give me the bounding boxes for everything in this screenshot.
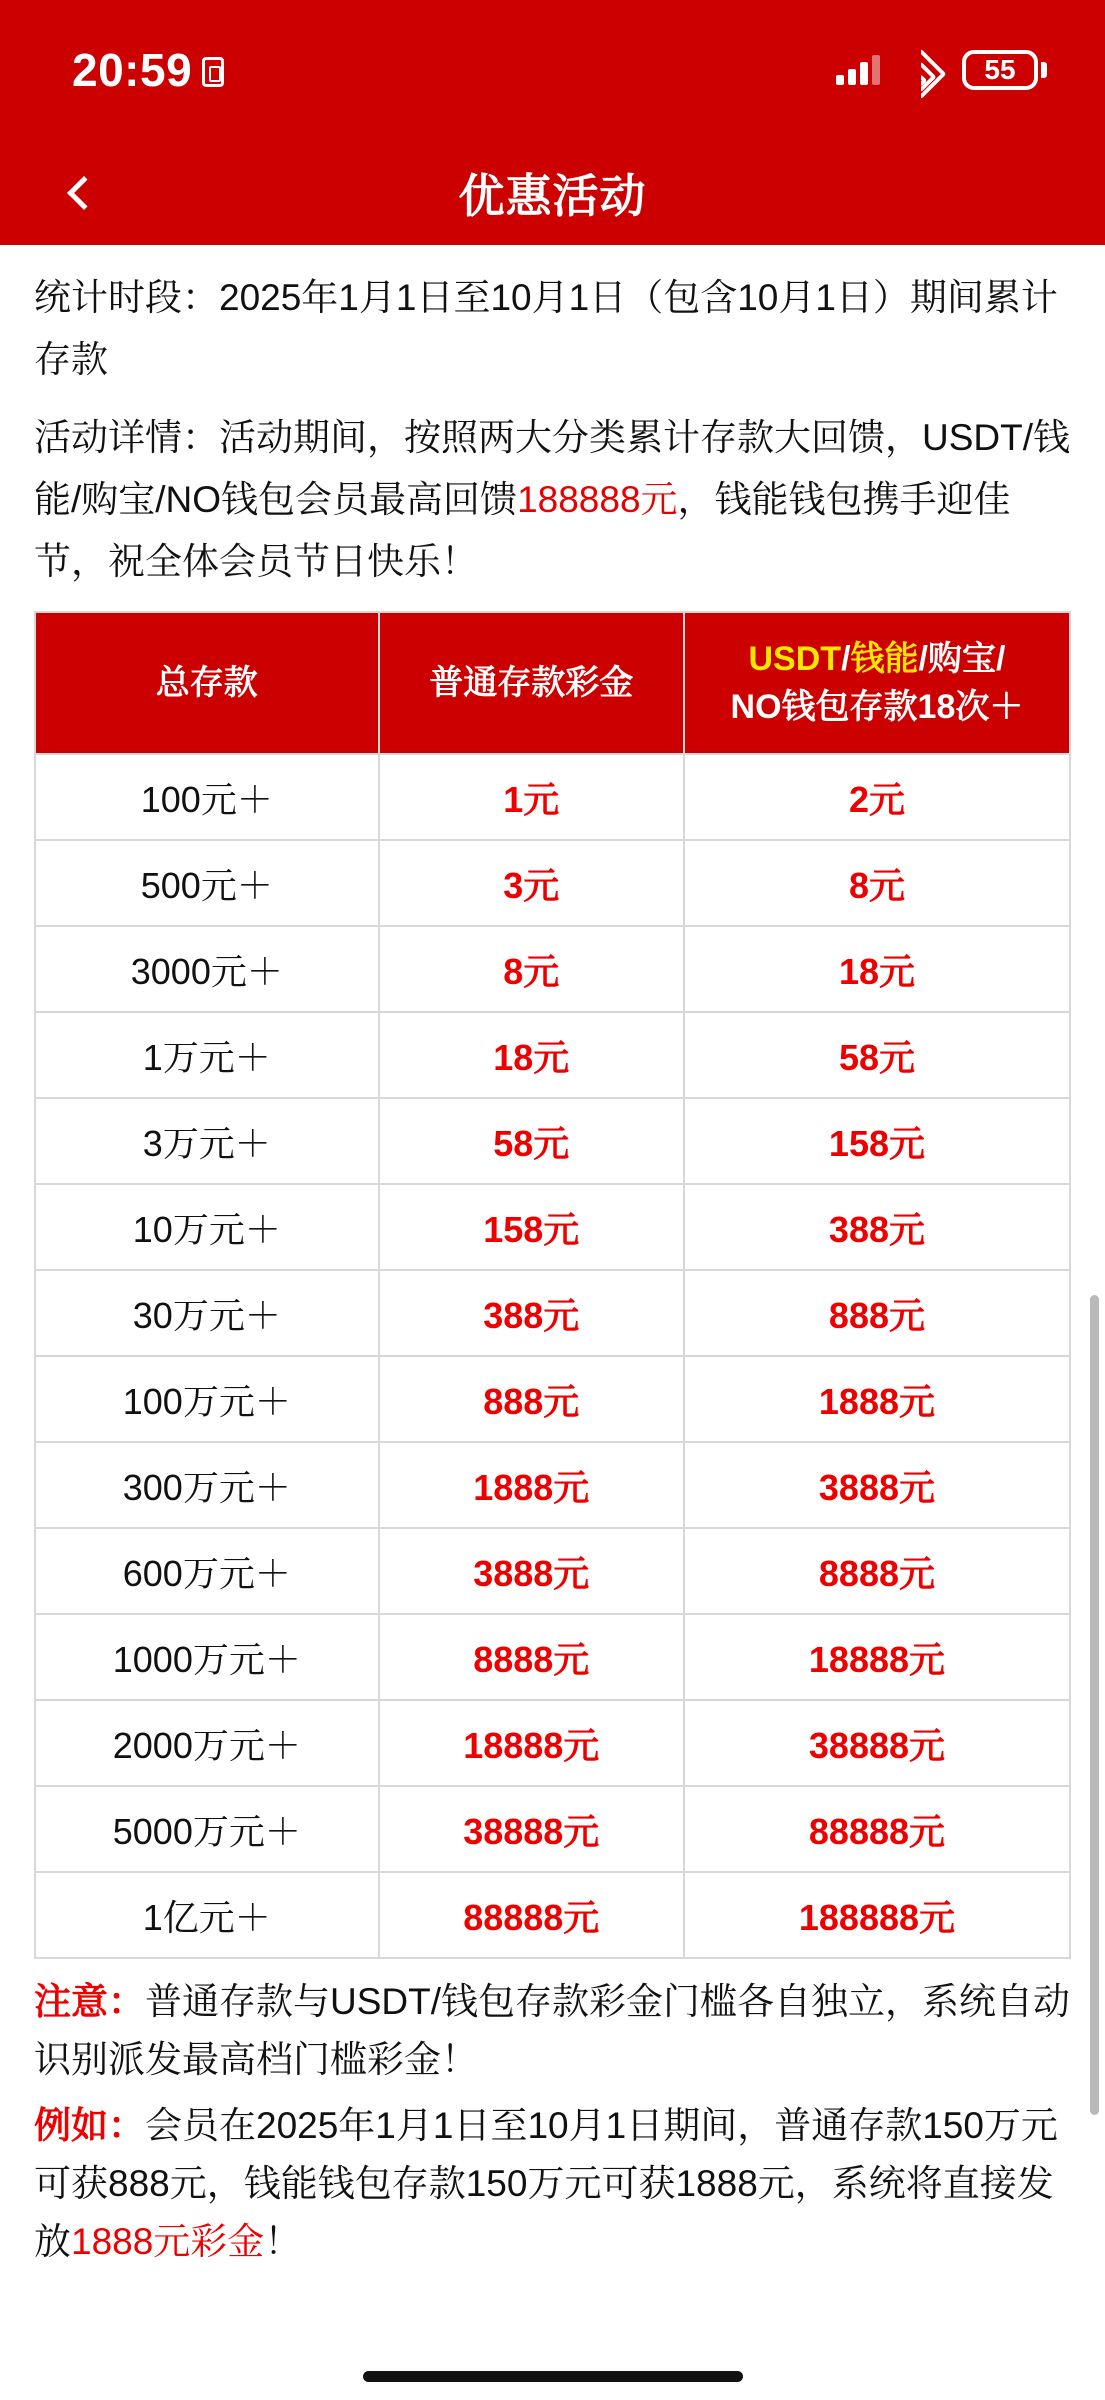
attention-label: 注意： [34,1981,145,2022]
table-row [35,1098,1070,1184]
header-qianneng-text: 钱能 [850,640,919,678]
activity-detail-text-2: ，钱能钱包携手迎佳节，祝全体会员节日快乐！ [34,479,1011,582]
table-row [35,1872,1070,1958]
activity-detail-label: 活动详情： [34,417,219,458]
vertical-scrollbar[interactable] [1090,1295,1099,2115]
cell-total-deposit: 3万元＋ [35,1098,379,1184]
cell-normal-bonus: 3元 [379,840,684,926]
cell-normal-bonus: 8888元 [379,1614,684,1700]
status-bar [0,0,1105,140]
battery-icon [962,50,1047,90]
attention-text: 普通存款与USDT/钱包存款彩金门槛各自独立，系统自动识别派发最高档门槛彩金！ [34,1981,1070,2080]
cell-usdt-bonus: 2元 [684,754,1070,840]
example-note [34,2097,1071,2271]
cell-total-deposit: 1000万元＋ [35,1614,379,1700]
bonus-table-body [35,754,1070,1958]
table-row [35,840,1070,926]
table-row [35,1184,1070,1270]
status-bar-right [836,50,1047,90]
table-header-total-deposit: 总存款 [35,612,379,754]
lock-icon [202,57,224,87]
cell-normal-bonus: 18元 [379,1012,684,1098]
table-header-usdt-bonus [684,612,1070,754]
cell-total-deposit: 100元＋ [35,754,379,840]
cell-usdt-bonus: 8元 [684,840,1070,926]
cell-usdt-bonus: 18元 [684,926,1070,1012]
header-sep-1: / [841,640,851,678]
cell-normal-bonus: 3888元 [379,1528,684,1614]
cell-usdt-bonus: 158元 [684,1098,1070,1184]
example-text-2: ！ [264,2221,302,2262]
stats-period-label: 统计时段： [34,277,219,318]
table-header-normal-bonus: 普通存款彩金 [379,612,684,754]
stats-period-paragraph [34,267,1071,391]
cell-normal-bonus: 888元 [379,1356,684,1442]
table-row [35,1012,1070,1098]
example-highlight: 1888元彩金 [71,2221,265,2262]
wifi-icon [900,54,942,86]
cell-total-deposit: 500元＋ [35,840,379,926]
cell-usdt-bonus: 1888元 [684,1356,1070,1442]
stats-period-text: 2025年1月1日至10月1日（包含10月1日）期间累计存款 [34,277,1058,380]
table-row [35,1442,1070,1528]
bonus-table [34,611,1071,1959]
cell-usdt-bonus: 8888元 [684,1528,1070,1614]
table-row [35,1786,1070,1872]
header-nowallet-text: NO钱包存款18次＋ [730,688,1024,726]
example-label: 例如： [34,2105,145,2146]
table-row [35,1614,1070,1700]
page-title: 优惠活动 [458,169,647,222]
cell-total-deposit: 2000万元＋ [35,1700,379,1786]
cell-normal-bonus: 388元 [379,1270,684,1356]
cell-total-deposit: 10万元＋ [35,1184,379,1270]
cell-usdt-bonus: 18888元 [684,1614,1070,1700]
table-row [35,926,1070,1012]
cell-usdt-bonus: 388元 [684,1184,1070,1270]
cell-normal-bonus: 158元 [379,1184,684,1270]
cell-total-deposit: 30万元＋ [35,1270,379,1356]
cell-normal-bonus: 58元 [379,1098,684,1184]
cell-total-deposit: 600万元＋ [35,1528,379,1614]
cell-normal-bonus: 1元 [379,754,684,840]
cell-usdt-bonus: 38888元 [684,1700,1070,1786]
back-button[interactable] [50,163,110,223]
cell-normal-bonus: 18888元 [379,1700,684,1786]
table-row [35,1270,1070,1356]
table-row [35,754,1070,840]
app-header [0,140,1105,245]
cell-total-deposit: 300万元＋ [35,1442,379,1528]
cell-usdt-bonus: 3888元 [684,1442,1070,1528]
table-row [35,1356,1070,1442]
activity-detail-text-1: 活动期间，按照两大分类累计存款大回馈，USDT/钱能/购宝/NO钱包会员最高回馈 [34,417,1070,520]
table-row [35,1700,1070,1786]
cellular-signal-icon [836,55,880,85]
table-row [35,1528,1070,1614]
cell-total-deposit: 3000元＋ [35,926,379,1012]
example-text-1: 会员在2025年1月1日至10月1日期间，普通存款150万元可获888元，钱能钱包存款150万元可获1888元，系统将直接发放 [34,2105,1058,2262]
cell-usdt-bonus: 888元 [684,1270,1070,1356]
promo-content [0,245,1105,2400]
cell-normal-bonus: 8元 [379,926,684,1012]
cell-total-deposit: 1亿元＋ [35,1872,379,1958]
cell-usdt-bonus: 58元 [684,1012,1070,1098]
cell-total-deposit: 1万元＋ [35,1012,379,1098]
header-usdt-text: USDT [748,640,842,678]
header-gobao-text: /购宝/ [918,640,1006,678]
cell-normal-bonus: 88888元 [379,1872,684,1958]
back-chevron-icon [67,176,101,210]
status-bar-left [72,43,224,97]
home-indicator[interactable] [363,2371,743,2382]
cell-usdt-bonus: 88888元 [684,1786,1070,1872]
battery-level-label: 55 [962,50,1038,90]
cell-normal-bonus: 38888元 [379,1786,684,1872]
clock-time: 20:59 [72,44,193,96]
table-header-row [35,612,1070,754]
cell-usdt-bonus: 188888元 [684,1872,1070,1958]
activity-detail-highlight: 188888元 [517,479,678,520]
cell-normal-bonus: 1888元 [379,1442,684,1528]
cell-total-deposit: 5000万元＋ [35,1786,379,1872]
activity-detail-paragraph [34,407,1071,593]
cell-total-deposit: 100万元＋ [35,1356,379,1442]
attention-note [34,1973,1071,2089]
